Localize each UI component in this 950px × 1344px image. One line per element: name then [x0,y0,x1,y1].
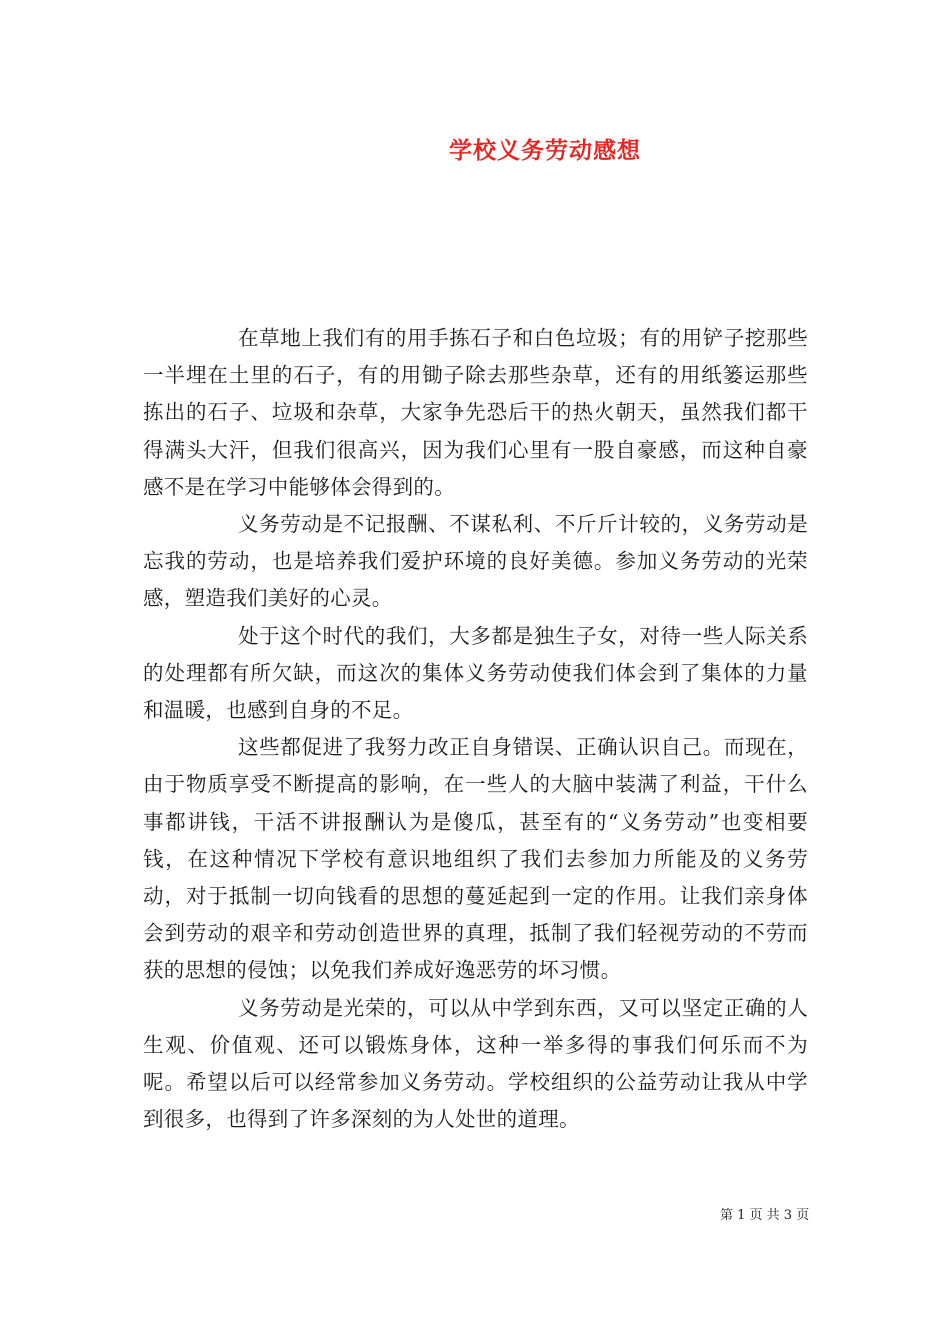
paragraph-3: 处于这个时代的我们，大多都是独生子女，对待一些人际关系的处理都有所欠缺，而这次的集体义务劳动使我们体会到了集体的力量和温暖，也感到自身的不足。 [143,623,808,723]
paragraph-4: 这些都促进了我努力改正自身错误、正确认识自己。而现在，由于物质享受不断提高的影响，在一些人的大脑中装满了利益，干什么事都讲钱，干活不讲报酬认为是傻瓜，甚至有的“义务劳动”也变相要钱，在这种情况下学校有意识地组织了我们去参加力所能及的义务劳动，对于抵制一切向钱看的思想的蔓延起到一定的作用。让我们亲身体会到劳动的艰辛和劳动创造世界的真理，抵制了我们轻视劳动的不劳而获的思想的侵蚀；以免我们养成好逸恶劳的坏习惯。 [143,735,808,983]
paragraph-1: 在草地上我们有的用手拣石子和白色垃圾；有的用铲子挖那些一半埋在土里的石子，有的用锄子除去那些杂草，还有的用纸篓运那些拣出的石子、垃圾和杂草，大家争先恐后干的热火朝天，虽然我们都干得满头大汗，但我们很高兴，因为我们心里有一股自豪感，而这种自豪感不是在学习中能够体会得到的。 [143,326,808,499]
paragraph-5: 义务劳动是光荣的，可以从中学到东西，又可以坚定正确的人生观、价值观、还可以锻炼身体，这种一举多得的事我们何乐而不为呢。希望以后可以经常参加义务劳动。学校组织的公益劳动让我从中学到很多，也得到了许多深刻的为人处世的道理。 [143,995,808,1132]
document-title: 学校义务劳动感想 [449,137,641,164]
page-number-footer: 第 1 页 共 3 页 [720,1208,810,1223]
document-body [143,320,808,1138]
paragraph-2: 义务劳动是不记报酬、不谋私利、不斤斤计较的，义务劳动是忘我的劳动，也是培养我们爱护环境的良好美德。参加义务劳动的光荣感，塑造我们美好的心灵。 [143,512,808,611]
